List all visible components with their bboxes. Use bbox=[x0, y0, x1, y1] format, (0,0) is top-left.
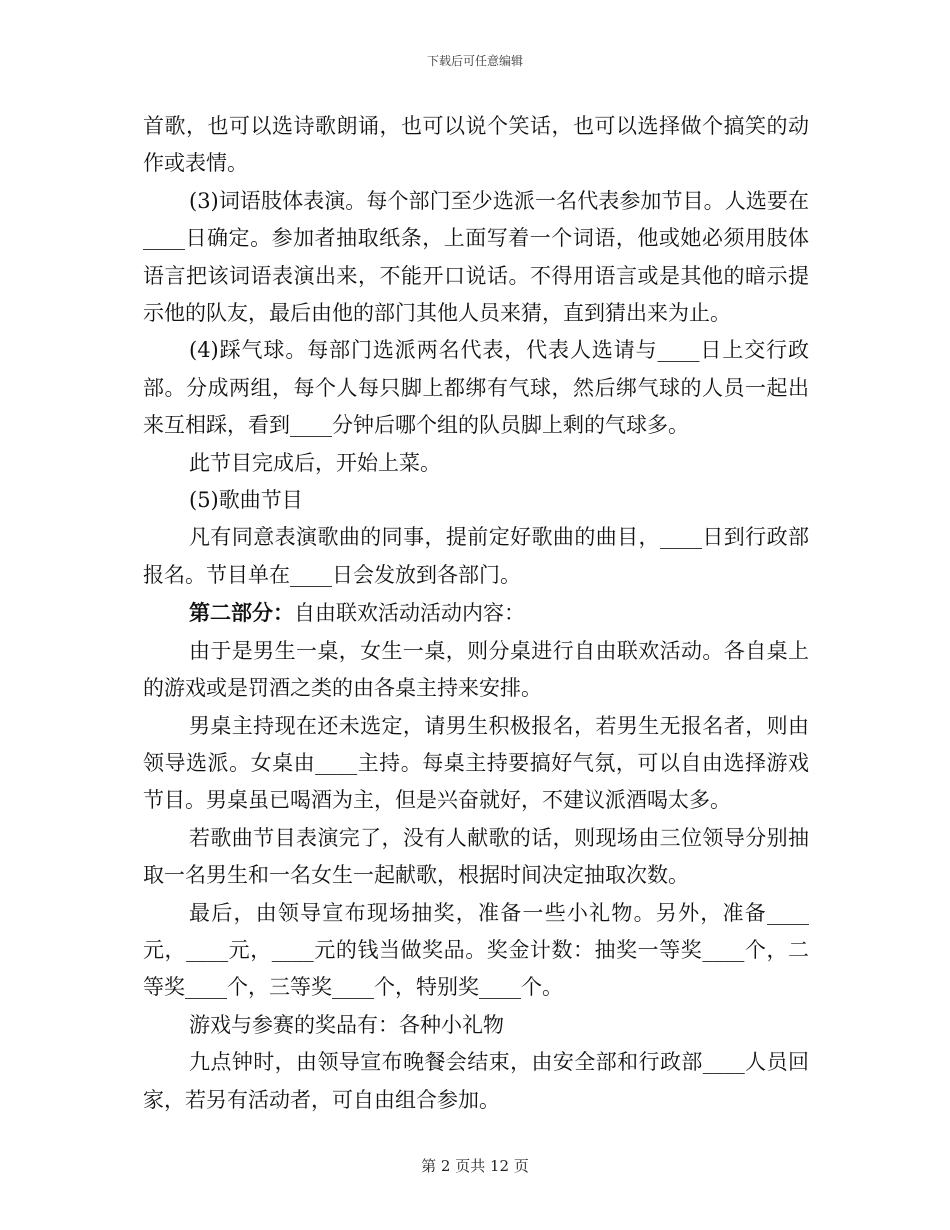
section-heading-paragraph bbox=[143, 594, 809, 632]
paragraph: 若歌曲节目表演完了，没有人献歌的话，则现场由三位领导分别抽取一名男生和一名女生一起献歌，根据时间决定抽取次数。 bbox=[143, 825, 809, 888]
page-footer: 第 2 页共 12 页 bbox=[421, 1157, 529, 1175]
paragraph: 凡有同意表演歌曲的同事，提前定好歌曲的曲目，____日到行政部报名。节目单在____日会发放到各部门。 bbox=[143, 525, 809, 587]
section-heading-bold: 第二部分： bbox=[189, 600, 294, 626]
paragraph: 最后，由领导宣布现场抽奖，准备一些小礼物。另外，准备____元，____元，____元的钱当做奖品。奖金计数：抽奖一等奖____个，二等奖____个，三等奖____个，特别奖____个。 bbox=[143, 900, 809, 1000]
section-heading-text: 自由联欢活动活动内容： bbox=[294, 601, 525, 626]
paragraph: 此节目完成后，开始上菜。 bbox=[189, 450, 441, 475]
paragraph: 首歌，也可以选诗歌朗诵，也可以说个笑话，也可以选择做个搞笑的动作或表情。 bbox=[143, 114, 809, 176]
paragraph: 男桌主持现在还未选定，请男生积极报名，若男生无报名者，则由领导选派。女桌由____主持。每桌主持要搞好气氛，可以自由选择游戏节目。男桌虽已喝酒为主，但是兴奋就好，不建议派酒喝太多。 bbox=[143, 713, 809, 813]
document-body bbox=[143, 108, 809, 1119]
paragraph: (3)词语肢体表演。每个部门至少选派一名代表参加节目。人选要在____日确定。参加者抽取纸条，上面写着一个词语，他或她必须用肢体语言把该词语表演出来，不能开口说话。不得用语言或是其他的暗示提示他的队友，最后由他的部门其他人员来猜，直到猜出来为止。 bbox=[143, 188, 809, 326]
paragraph: (5)歌曲节目 bbox=[189, 488, 303, 513]
paragraph: 由于是男生一桌，女生一桌，则分桌进行自由联欢活动。各自桌上的游戏或是罚酒之类的由各桌主持来安排。 bbox=[143, 638, 809, 701]
paragraph: 游戏与参赛的奖品有：各种小礼物 bbox=[189, 1012, 504, 1037]
paragraph: (4)踩气球。每部门选派两名代表，代表人选请与____日上交行政部。分成两组，每个人每只脚上都绑有气球，然后绑气球的人员一起出来互相踩，看到____分钟后哪个组的队员脚上剩的气球多。 bbox=[143, 338, 809, 438]
paragraph: 九点钟时，由领导宣布晚餐会结束，由安全部和行政部____人员回家，若另有活动者，可自由组合参加。 bbox=[143, 1050, 809, 1112]
page-header: 下载后可任意编辑 bbox=[426, 54, 523, 68]
